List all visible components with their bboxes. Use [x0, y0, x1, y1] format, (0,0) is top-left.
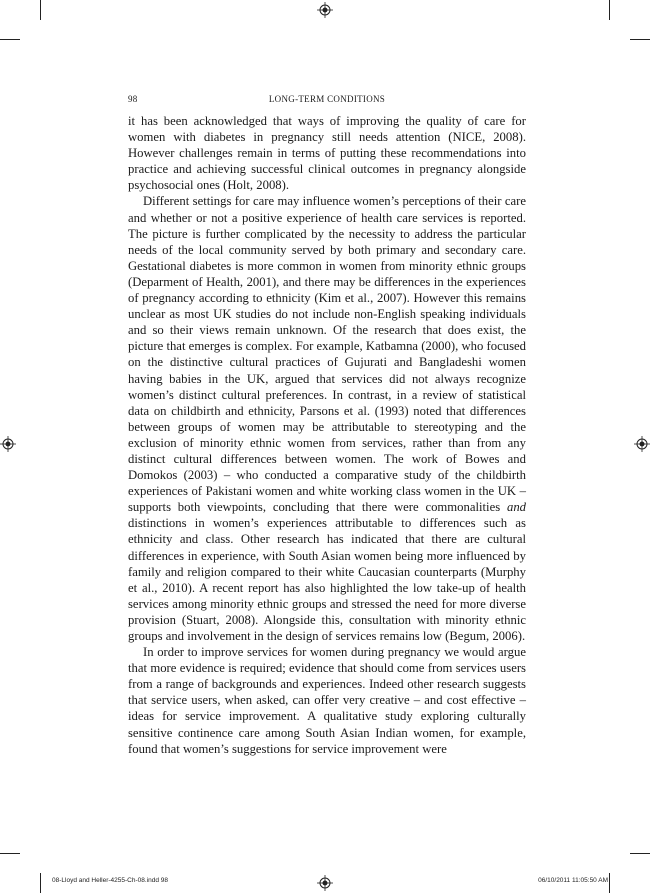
paragraph-3 — [128, 644, 526, 757]
crop-mark-bottom-right-vertical — [609, 873, 610, 893]
paragraph-2-italic-and: and — [506, 500, 526, 515]
running-title: LONG-TERM CONDITIONS — [268, 94, 386, 104]
slug-file-name: 08-Lloyd and Heller-4255-Ch-08.indd 98 — [52, 877, 168, 884]
crop-mark-right-top-horizontal — [630, 39, 650, 40]
registration-mark-left-icon — [0, 436, 16, 452]
crop-mark-top-left-vertical — [40, 0, 41, 20]
paragraph-2-text-part-2: distinctions in women’s experiences attributable to differences such as ethnicity and class. Other research has indicated that there are cultural differences in experience, with South Asian women being more influenced by family and religion compared to their white Caucasian counterparts (Murphy et al., 2010). A recent report has also highlighted the low take-up of health services among minority ethnic groups and stressed the need for more diverse provision (Stuart, 2008). Alongside this, consultation with minority ethnic groups and involvement in the design of services remains low (Begum, 2006). — [128, 516, 526, 643]
paragraph-3-text: In order to improve services for women during pregnancy we would argue that more evidence is required; evidence that should come from services users from a range of backgrounds and experiences. Indeed other research suggests that service users, when asked, can offer very creative – and cost effective – ideas for service improvement. A qualitative study exploring culturally sensitive continence care among South Asian Indian women, for example, found that women’s suggestions for service improvement were — [128, 645, 526, 756]
page-number: 98 — [128, 94, 138, 104]
paragraph-1-text: it has been acknowledged that ways of improving the quality of care for women with diabetes in pregnancy still needs attention (NICE, 2008). However challenges remain in terms of putting these recommendations into practice and achieving successful clinical outcomes in pregnancy alongside psychosocial ones (Holt, 2008). — [128, 114, 526, 193]
registration-mark-right-icon — [634, 436, 650, 452]
crop-mark-right-bottom-horizontal — [630, 853, 650, 854]
registration-mark-bottom-icon — [317, 875, 333, 891]
body-text — [128, 113, 526, 757]
crop-mark-left-bottom-horizontal — [0, 853, 20, 854]
paragraph-2-text-part-1: Different settings for care may influence women’s perceptions of their care and whether or not a positive experience of health care services is reported. The picture is further complicated by the necessity to address the particular needs of the local community served by both primary and secondary care. Gestational diabetes is more common in women from minority ethnic groups (Deparment of Health, 2001), and there may be differences in the experiences of pregnancy according to ethnicity (Kim et al., 2007). However this remains unclear as most UK studies do not include non-English speaking individuals and so their views remain unknown. Of the research that does exist, the picture that emerges is complex. For example, Katbamna (2000), who focused on the distinctive cultural practices of Gujurati and Bangladeshi women having babies in the UK, argued that services did not always recognize women’s distinct cultural preferences. In contrast, in a review of statistical data on childbirth and ethnicity, Parsons et al. (1993) noted that differences between groups of women may be attributable to stereotyping and the exclusion of minority ethnic women from services, rather than from any distinct cultural differences between women. The work of Bowes and Domokos (2003) – who conducted a comparative study of the childbirth experiences of Pakistani women and white working class women in the UK – supports both viewpoints, concluding that there were commonalities — [128, 194, 526, 515]
registration-mark-top-icon — [317, 2, 333, 18]
paragraph-1 — [128, 113, 526, 193]
slug-timestamp: 06/10/2011 11:05:50 AM — [538, 877, 608, 884]
crop-mark-left-top-horizontal — [0, 39, 20, 40]
crop-mark-bottom-left-vertical — [40, 873, 41, 893]
crop-mark-top-right-vertical — [609, 0, 610, 20]
paragraph-2 — [128, 193, 526, 644]
